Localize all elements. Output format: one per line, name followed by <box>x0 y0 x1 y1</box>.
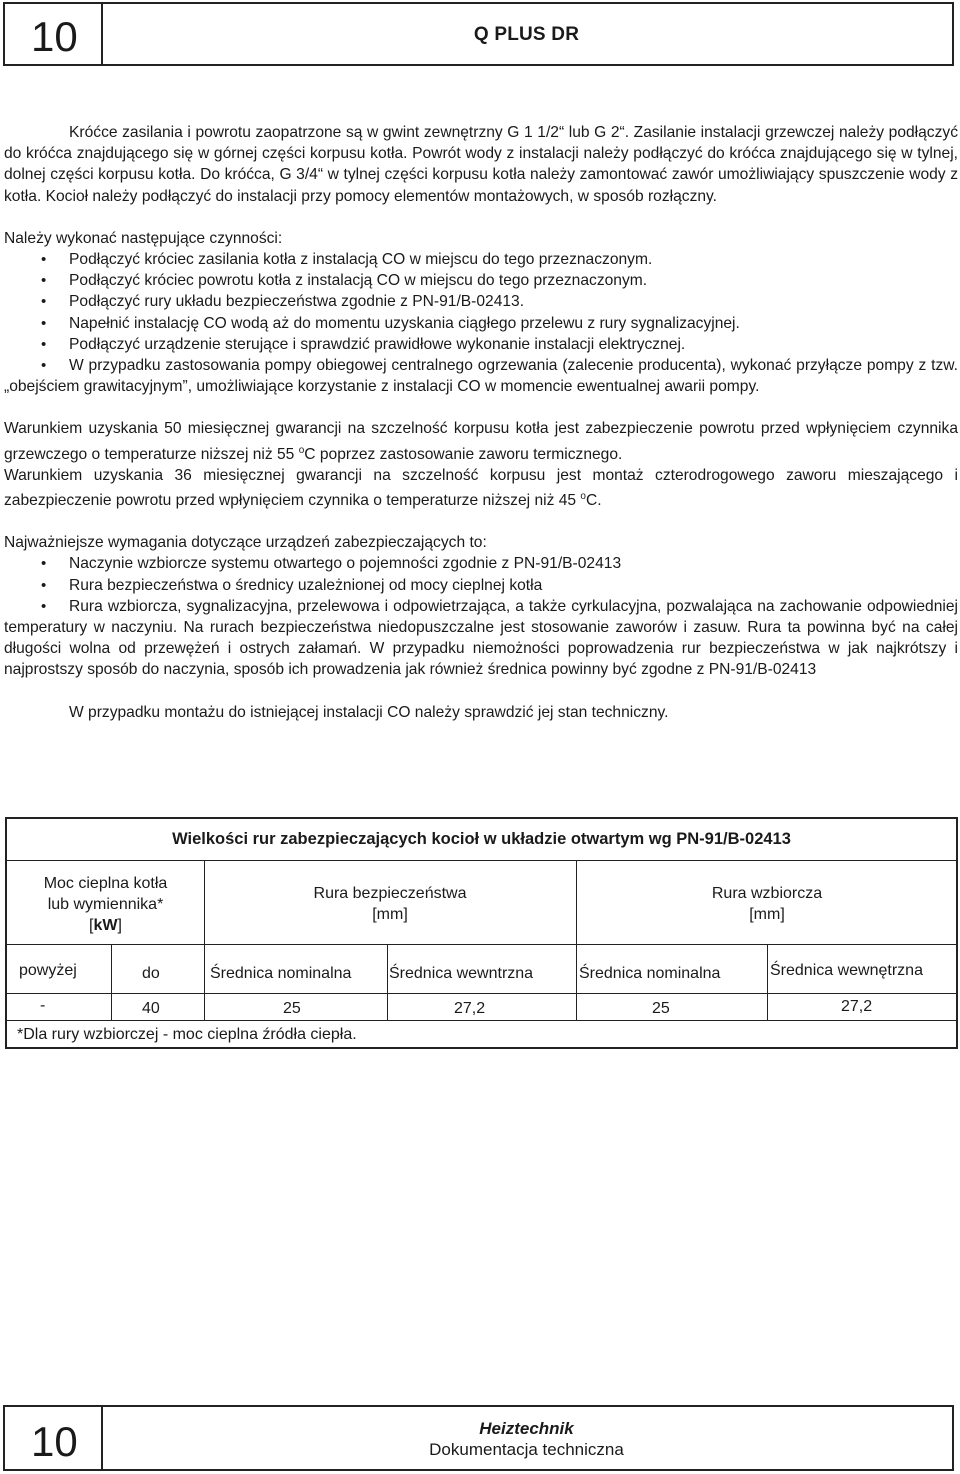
bullet-icon: • <box>41 576 47 594</box>
table-cell: 27,2 <box>454 1000 486 1017</box>
requirements-closing: W przypadku montażu do istniejącej instalacji CO należy sprawdzić jej stan techniczny. <box>69 703 669 721</box>
subheader-above: powyżej <box>19 962 77 979</box>
subheader-inner-1: Średnica wewntrzna <box>389 965 534 982</box>
requirements-list <box>4 553 958 680</box>
table-cell: 25 <box>652 1000 670 1017</box>
table-footnote: *Dla rury wzbiorczej - moc cieplna źródła ciepła. <box>17 1026 357 1043</box>
intro-paragraph: Króćce zasilania i powrotu zaopatrzone są w gwint zewnętrzny G 1 1/2“ lub G 2“. Zasilanie instalacji grzewczej należy podłączyć do króćca znajdującego się w górnej części korpusu kotła. Powrót wody z instalacji należy podłączyć do króćca znajdującego się w tylnej, dolnej części korpusu kotła. Do króćca, G 3/4“ w tylnej części korpusu kotła należy zamontować zawór umożliwiający spuszczenie wody z kotła. Kocioł należy podłączyć do instalacji przy pomocy elementów montażowych, w sposób rozłączny. <box>4 124 958 205</box>
footer-brand: Heiztechnik <box>479 1419 574 1438</box>
list-item: • Naczynie wzbiorcze systemu otwartego o pojemności zgodnie z PN-91/B-02413 <box>4 553 958 574</box>
warranty-paragraph-2: Warunkiem uzyskania 36 miesięcznej gwarancji na szczelność korpusu jest montaż czterodrogowego zaworu mieszającego i zabezpieczenie powrotu przed wpłynięciem czynnika o temperaturze niższej niż 45 $^o$C. <box>4 466 958 510</box>
bullet-icon: • <box>41 251 47 269</box>
table-cell: 40 <box>142 1000 160 1017</box>
list-item: • Podłączyć rury układu bezpieczeństwa zgodnie z PN-91/B-02413. <box>4 291 958 312</box>
list-item: • Rura bezpieczeństwa o średnicy uzależnionej od mocy cieplnej kotła <box>4 575 958 596</box>
warranty-paragraph-1: Warunkiem uzyskania 50 miesięcznej gwarancji na szczelność korpusu kotła jest zabezpieczenie powrotu przed wpłynięciem czynnika grzewczego o temperaturze niższej niż 55 $^o$C poprzez zastosowanie zaworu termicznego. <box>4 420 958 463</box>
footer-page-number: 10 <box>31 1418 78 1465</box>
bullet-icon: • <box>41 314 47 332</box>
document-body <box>4 122 958 723</box>
table-cell: - <box>40 997 46 1014</box>
list-item: • W przypadku zastosowania pompy obiegowej centralnego ogrzewania (zalecenie producenta), wykonać przyłącze pompy z tzw. „obejściem grawitacyjnym”, umożliwiające korzystanie z instalacji CO w momencie ewentualnej awarii pompy. <box>4 357 958 396</box>
list-item: • Napełnić instalację CO wodą aż do momentu uzyskania ciągłego przelewu z rury sygnalizacyjnej. <box>4 313 958 334</box>
subheader-nominal-1: Średnica nominalna <box>210 965 352 982</box>
bullet-icon: • <box>41 357 47 375</box>
bullet-icon: • <box>41 597 47 615</box>
subheader-nominal-2: Średnica nominalna <box>579 965 721 982</box>
header-safety-pipe: Rura bezpieczeństwa [mm] <box>313 885 467 923</box>
header-expansion-pipe: Rura wzbiorcza [mm] <box>711 885 823 923</box>
page-header <box>3 2 954 66</box>
steps-heading: Należy wykonać następujące czynności: <box>4 229 283 247</box>
list-item: • Podłączyć króciec zasilania kotła z instalacją CO w miejscu do tego przeznaczonym. <box>4 249 958 270</box>
bullet-icon: • <box>41 335 47 353</box>
requirements-heading: Najważniejsze wymagania dotyczące urządzeń zabezpieczających to: <box>4 534 487 552</box>
subheader-to: do <box>142 965 160 982</box>
steps-list <box>4 249 958 397</box>
pipe-size-table <box>5 817 958 1049</box>
header-power: Moc cieplna kotła lub wymiennika* [kW] <box>43 875 168 934</box>
table-title: Wielkości rur zabezpieczających kocioł w układzie otwartym wg PN-91/B-02413 <box>172 830 791 848</box>
bullet-icon: • <box>41 272 47 290</box>
header-title: Q PLUS DR <box>473 24 580 45</box>
bullet-icon: • <box>41 293 47 311</box>
footer-subtitle: Dokumentacja techniczna <box>429 1440 624 1459</box>
table-cell: 25 <box>283 1000 301 1017</box>
bullet-icon: • <box>41 555 47 573</box>
header-page-number: 10 <box>31 13 78 60</box>
list-item: • Podłączyć króciec powrotu kotła z instalacją CO w miejscu do tego przeznaczonym. <box>4 270 958 291</box>
table-cell: 27,2 <box>841 998 873 1015</box>
list-item: • Podłączyć urządzenie sterujące i sprawdzić prawidłowe wykonanie instalacji elektrycznej. <box>4 334 958 355</box>
list-item: • Rura wzbiorcza, sygnalizacyjna, przelewowa i odpowietrzająca, a także cyrkulacyjna, pozwalająca na zachowanie odpowiedniej temperatury w naczyniu. Na rurach bezpieczeństwa niedopuszczalne jest stosowanie zaworów i zasuw. Rura ta powinna być na całej długości wolna od przewężeń i ostrych załamań. W przypadku niemożności poprowadzenia rur bezpieczeństwa w jak najkrótszy i najprostszy sposób do naczynia, sposób ich prowadzenia jak również średnica powinny być zgodne z PN-91/B-02413 <box>4 597 958 679</box>
page-footer <box>3 1405 954 1471</box>
subheader-inner-2: Średnica wewnętrzna <box>770 962 923 979</box>
